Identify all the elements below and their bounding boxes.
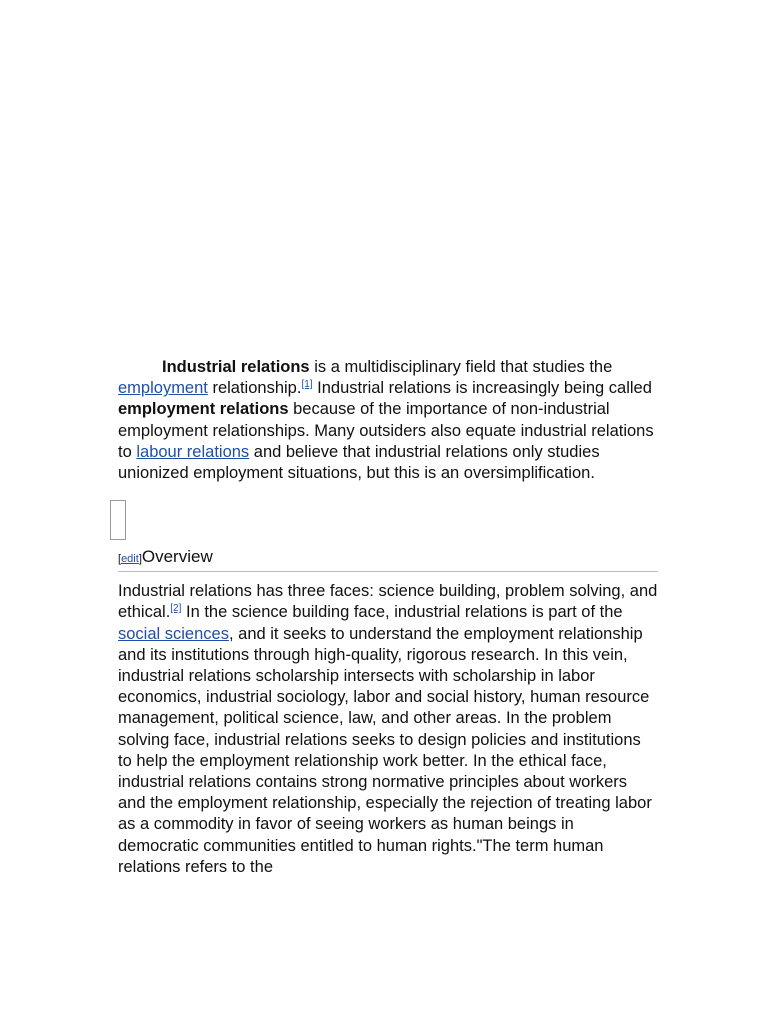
term-employment-relations: employment relations [118, 400, 289, 419]
section-heading-overview [118, 546, 658, 572]
intro-text-4: because of the importance of non-industrial employment relationships. Many outsiders also equate industrial relations to [118, 400, 654, 461]
link-social-sciences[interactable]: social sciences [118, 624, 229, 643]
intro-text-5: and believe that industrial relations only studies unionized employment situations, but this is an oversimplification. [118, 442, 600, 483]
edit-section-link[interactable]: edit [121, 553, 139, 566]
term-industrial-relations: Industrial relations [162, 358, 310, 376]
section-title: Overview [141, 547, 213, 567]
overview-text-1: Industrial relations has three faces: science building, problem solving, and ethical. [118, 582, 658, 622]
overview-paragraph [118, 581, 658, 878]
intro-text-3: Industrial relations is increasingly being called [312, 379, 652, 398]
intro-text-2: relationship. [207, 379, 302, 398]
link-labour-relations[interactable]: labour relations [136, 442, 250, 461]
overview-text-3: , and it seeks to understand the employment relationship and its institutions through high-quality, rigorous research. In this vein, industrial relations scholarship intersects with scholarship in labor economics, industrial sociology, labor and social history, human resource management, political science, law, and other areas. In the problem solving face, industrial relations seeks to design policies and institutions to help the employment relationship work better. In the ethical face, industrial relations contains strong normative principles about workers and the employment relationship, especially the rejection of treating labor as a commodity in favor of seeing workers as human beings in democratic communities entitled to human rights."The term human relations refers to the [118, 624, 652, 876]
edit-bracket-open: [ [118, 553, 122, 566]
citation-1 [301, 379, 312, 390]
intro-text-1: is a multidisciplinary field that studies the [309, 358, 613, 376]
intro-paragraph [118, 357, 658, 484]
link-employment[interactable]: employment [118, 379, 208, 398]
edit-bracket-close: ] [138, 553, 142, 566]
citation-1-link[interactable]: [1] [301, 379, 313, 391]
citation-2 [170, 603, 181, 614]
article-content [118, 357, 658, 878]
overview-text-2: In the science building face, industrial relations is part of the [181, 603, 623, 622]
image-placeholder [110, 500, 126, 540]
citation-2-link[interactable]: [2] [170, 603, 182, 615]
